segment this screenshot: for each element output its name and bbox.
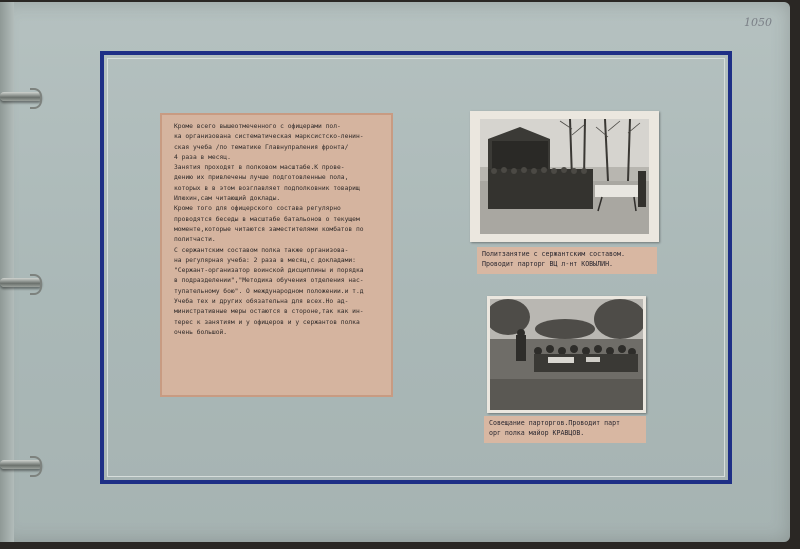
photo-1-mount	[470, 111, 659, 242]
photo-1	[480, 119, 649, 234]
paragraph-3: Кроме того для офицерского состава регулярно проводятся беседы в масштабе батальонов о текущем моменте,которые читаются заместителями комбатов по политчасти.	[174, 205, 364, 244]
page-number: 1050	[744, 16, 772, 29]
binder-ring-top	[0, 92, 42, 101]
photo-2-mount	[487, 296, 646, 413]
typed-text-panel	[160, 113, 393, 397]
photo-2	[490, 299, 643, 410]
photo-2-caption: Совещание парторгов.Проводит парт орг полка майор КРАВЦОВ.	[484, 416, 646, 443]
paragraph-2: Занятия проходят в полковом масштабе.К прове- дению их привлечены лучше подготовленные пола, которых в в этом возглавляет подполковник товарищ Илюхин,сам читающий доклады.	[174, 164, 360, 203]
binder-ring-bottom	[0, 460, 42, 469]
paragraph-4: С сержантским составом полка также организова- на регулярная учеба: 2 раза в месяц,с докладами: "Сержант-организатор воинской дисциплины и порядка в подразделении","Методика обучения отделения нас- тупательному бою". О международном положении.и т.д	[174, 246, 364, 295]
photo-1-caption: Политзанятие с сержантским составом. Проводит парторг ВЦ л-нт КОВЫЛИН.	[477, 247, 657, 274]
paragraph-1: Кроме всего вышеотмеченного с офицерами пол- ка организована систематическая марксистско-ленин- ская учеба /по тематике Главнупраления фронта/ 4 раза в месяц.	[174, 123, 364, 161]
paragraph-5: Учеба тех и других обязательна для всех.Но ад- министративные меры остаются в стороне,так как ин- терес к занятиям и у офицеров и у сержантов полка очень большой.	[174, 298, 364, 336]
album-page	[0, 2, 790, 542]
binder-ring-middle	[0, 278, 42, 287]
